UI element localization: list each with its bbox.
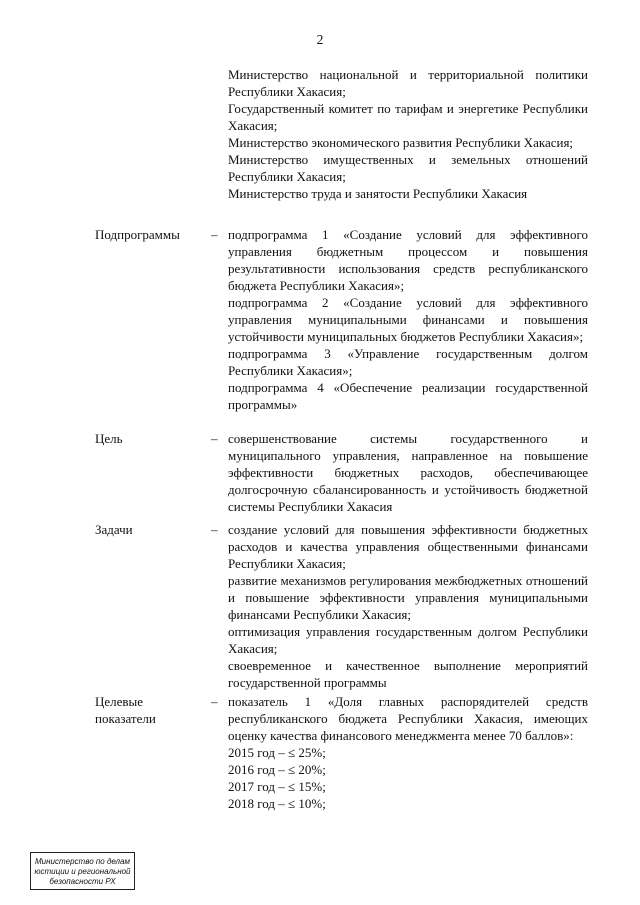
indicators-label <box>95 693 156 727</box>
subprogram-item: подпрограмма 3 «Управление государственным долгом Республики Хакасия»; <box>228 346 588 378</box>
indicators-label-line: показатели <box>95 711 156 726</box>
goal-dash: – <box>211 431 218 446</box>
page-number: 2 <box>316 32 324 47</box>
intro-line: Министерство национальной и территориальной политики Республики Хакасия; <box>228 67 588 99</box>
indicator-text: показатель 1 «Доля главных распорядителей средств республиканского бюджета Республики Хакасия, имеющих оценку качества финансового менеджмента менее 70 баллов»: <box>228 694 588 743</box>
intro-line: Государственный комитет по тарифам и энергетике Республики Хакасия; <box>228 101 588 133</box>
subprograms-dash: – <box>211 227 218 242</box>
stamp-line: Министерство по делам <box>35 857 130 866</box>
intro-content <box>228 66 588 202</box>
intro-line: Министерство имущественных и земельных отношений Республики Хакасия; <box>228 152 588 184</box>
subprogram-item: подпрограмма 4 «Обеспечение реализации государственной программы» <box>228 380 588 412</box>
goal-label: Цель <box>95 431 123 446</box>
subprogram-item: подпрограмма 2 «Создание условий для эффективного управления муниципальными финансами и повышения устойчивости муниципальных бюджетов Республики Хакасия»; <box>228 295 588 344</box>
indicator-year: 2016 год – ≤ 20%; <box>228 762 326 777</box>
stamp-line: юстиции и региональной <box>34 867 131 876</box>
indicator-year: 2018 год – ≤ 10%; <box>228 796 326 811</box>
tasks-label: Задачи <box>95 522 133 537</box>
tasks-content <box>228 521 588 691</box>
goal-content <box>228 430 588 515</box>
task-item: своевременное и качественное выполнение мероприятий государственной программы <box>228 658 588 690</box>
ministry-stamp <box>30 852 135 890</box>
indicators-label-line: Целевые <box>95 694 144 709</box>
subprogram-item: подпрограмма 1 «Создание условий для эффективного управления бюджетным процессом и повышения результативности использования средств республиканского бюджета Республики Хакасия»; <box>228 227 588 293</box>
task-item: развитие механизмов регулирования межбюджетных отношений и повышение эффективности управления муниципальными финансами Республики Хакасия; <box>228 573 588 622</box>
intro-line: Министерство труда и занятости Республики Хакасия <box>228 186 528 201</box>
stamp-line: безопасности РХ <box>49 877 116 886</box>
subprograms-content <box>228 226 588 413</box>
task-item: создание условий для повышения эффективности бюджетных расходов и качества управления общественными финансами Республики Хакасия; <box>228 522 588 571</box>
intro-line: Министерство экономического развития Республики Хакасия; <box>228 135 574 150</box>
indicator-year: 2017 год – ≤ 15%; <box>228 779 326 794</box>
indicators-dash: – <box>211 694 218 709</box>
indicator-year: 2015 год – ≤ 25%; <box>228 745 326 760</box>
task-item: оптимизация управления государственным долгом Республики Хакасия; <box>228 624 588 656</box>
indicators-content <box>228 693 588 812</box>
tasks-dash: – <box>211 522 218 537</box>
goal-text: совершенствование системы государственного и муниципального управления, направленное на повышение эффективности бюджетных расходов, обеспечивающее долгосрочную сбалансированность и устойчивость бюджетной системы Республики Хакасия <box>228 431 588 514</box>
subprograms-label: Подпрограммы <box>95 227 180 242</box>
